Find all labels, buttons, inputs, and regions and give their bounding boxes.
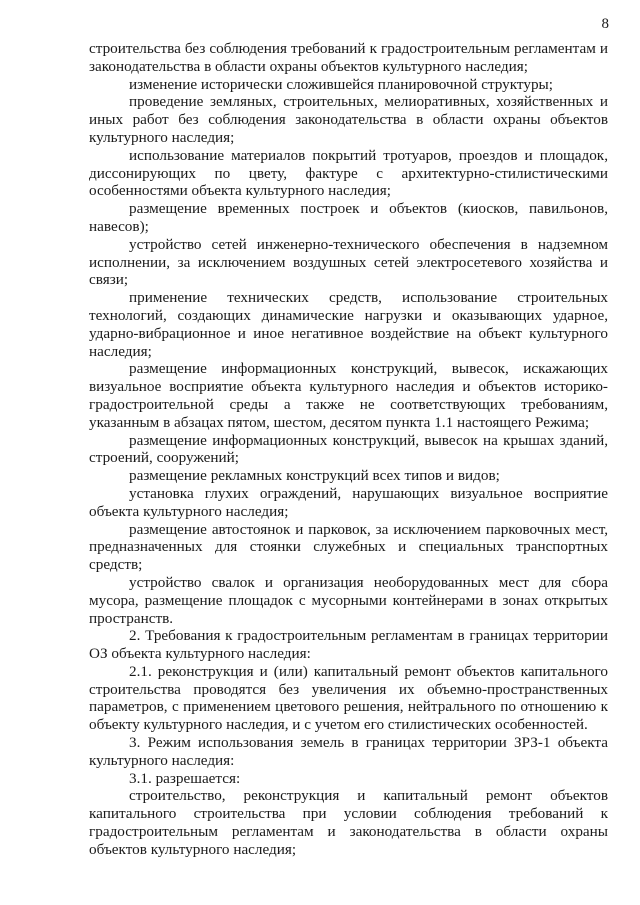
paragraph: применение технических средств, использование строительных технологий, создающих динамические нагрузки и оказывающих ударное, ударно-вибрационное и иное негативное воздействие на объект культурного наследия; — [89, 289, 608, 360]
paragraph: размещение временных построек и объектов (киосков, павильонов, навесов); — [89, 200, 608, 235]
section-heading-2: 2. Требования к градостроительным регламентам в границах территории ОЗ объекта культурного наследия: — [89, 627, 608, 663]
paragraph: установка глухих ограждений, нарушающих визуальное восприятие объекта культурного наследия; — [89, 484, 608, 520]
paragraph: строительства без соблюдения требований к градостроительным регламентам и законодательства в области охраны объектов культурного наследия; — [89, 40, 608, 75]
section-heading-3: 3. Режим использования земель в границах территории ЗРЗ-1 объекта культурного наследия: — [89, 734, 608, 769]
paragraph: устройство свалок и организация необорудованных мест для сбора мусора, размещение площадок с мусорными контейнерами в зонах открытых пространств. — [89, 573, 608, 627]
paragraph: использование материалов покрытий тротуаров, проездов и площадок, диссонирующих по цвету, фактуре с архитектурно-стилистическими особенностями объекта культурного наследия; — [89, 146, 608, 200]
paragraph: размещение рекламных конструкций всех типов и видов; — [129, 467, 500, 485]
paragraph: строительство, реконструкция и капитальный ремонт объектов капитального строительства при условии соблюдения требований к градостроительным регламентам и законодательства в области охраны объектов культурного наследия; — [89, 787, 608, 858]
paragraph: проведение земляных, строительных, мелиоративных, хозяйственных и иных работ без соблюдения законодательства в области охраны объектов культурного наследия; — [89, 93, 608, 146]
paragraph: изменение исторически сложившейся планировочной структуры; — [129, 75, 553, 93]
paragraph: 2.1. реконструкция и (или) капитальный ремонт объектов капитального строительства проводятся без увеличения их объемно-пространственных параметров, с применением цветового решения, нейтрального по отношению к объекту культурного наследия, и с учетом его стилистических особенностей. — [89, 662, 608, 734]
paragraph: размещение информационных конструкций, вывесок, искажающих визуальное восприятие объекта культурного наследия и объектов историко-градостроительной среды а также не соответствующих требованиям, указанным в абзацах пятом, шестом, десятом пункта 1.1 настоящего Режима; — [89, 360, 608, 431]
paragraph: размещение информационных конструкций, вывесок на крышах зданий, строений, сооружений; — [89, 431, 608, 467]
paragraph: 3.1. разрешается: — [129, 769, 241, 787]
paragraph: устройство сетей инженерно-технического обеспечения в надземном исполнении, за исключением воздушных сетей электросетевого хозяйства и связи; — [89, 235, 608, 289]
page-number: 8 — [601, 16, 609, 32]
paragraph: размещение автостоянок и парковок, за исключением парковочных мест, предназначенных для стоянки служебных и специальных транспортных средств; — [89, 520, 608, 574]
document-body — [89, 40, 608, 859]
